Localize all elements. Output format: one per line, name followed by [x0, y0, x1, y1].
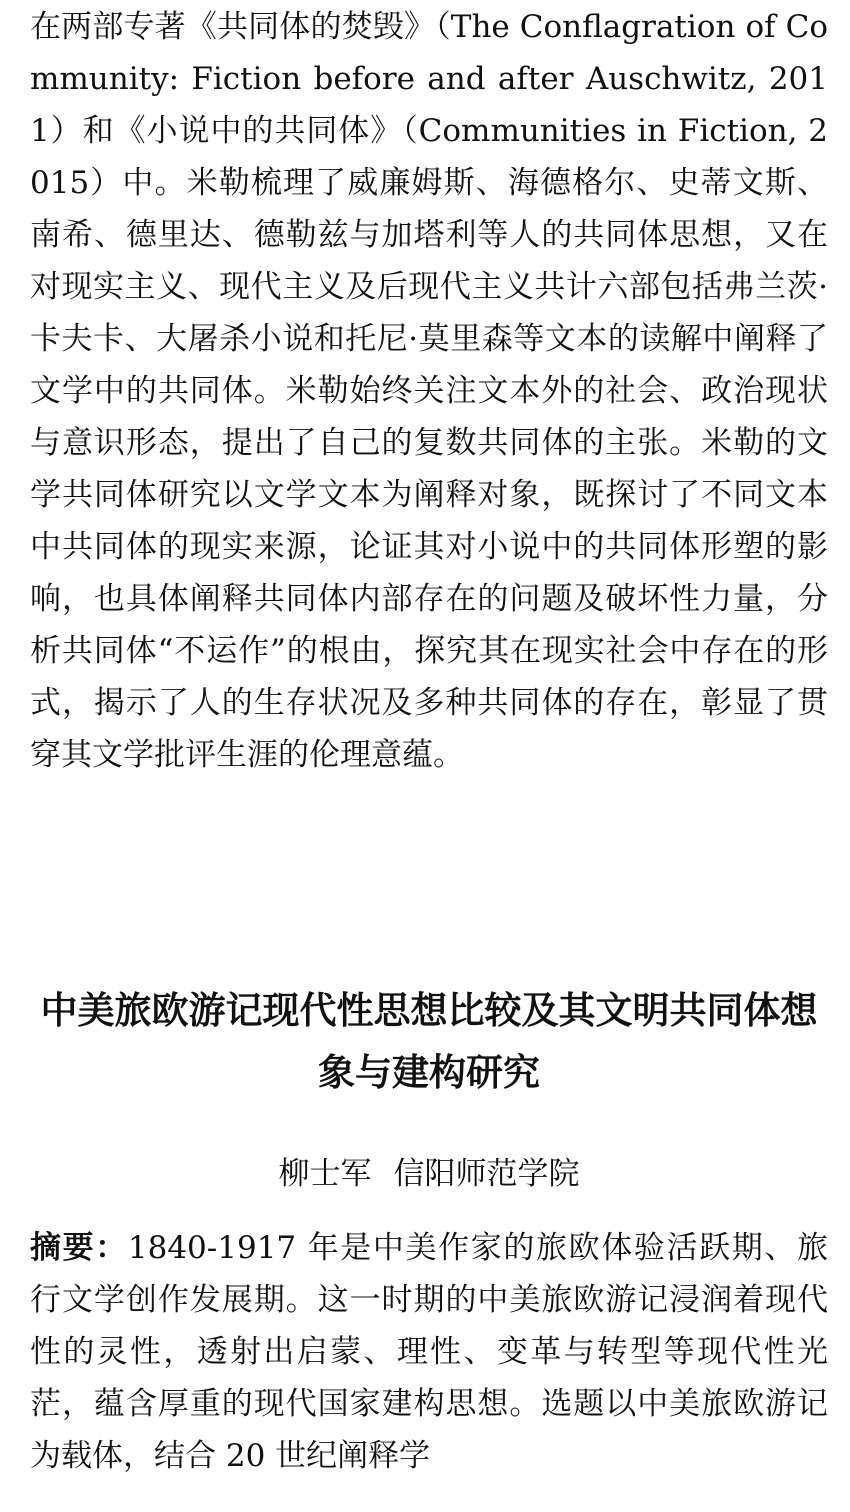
author-name: 柳士军 [278, 1156, 372, 1192]
page [30, 0, 828, 1474]
abstract-text: 1840-1917 年是中美作家的旅欧体验活跃期、旅行文学创作发展期。这一时期的中美旅欧游记浸润着现代性的灵性，透射出启蒙、理性、变革与转型等现代性光茫，蕴含厚重的现代国家建构思想。选题以中美旅欧游记为载体，结合 20 世纪阐释学 [30, 1230, 828, 1474]
author-affiliation: 信阳师范学院 [393, 1156, 580, 1192]
abstract-label: 摘要： [30, 1230, 128, 1266]
abstract-paragraph [30, 1222, 828, 1482]
body-paragraph: 在两部专著《共同体的焚毁》（The Conflagration of Community: Fiction before and after Auschwitz, 2011）和《小说中的共同体》（Communities in Fiction, 2015）中。米勒梳理了威廉姆斯、海德格尔、史蒂文斯、南希、德里达、德勒兹与加塔利等人的共同体思想，又在对现实主义、现代主义及后现代主义共计六部包括弗兰茨·卡夫卡、大屠杀小说和托尼·莫里森等文本的读解中阐释了文学中的共同体。米勒始终关注文本外的社会、政治现状与意识形态，提出了自己的复数共同体的主张。米勒的文学共同体研究以文学文本为阐释对象，既探讨了不同文本中共同体的现实来源，论证其对小说中的共同体形塑的影响，也具体阐释共同体内部存在的问题及破坏性力量，分析共同体“不运作”的根由，探究其在现实社会中存在的形式，揭示了人的生存状况及多种共同体的存在，彰显了贯穿其文学批评生涯的伦理意蕴。 [30, 9, 828, 773]
author-line [30, 1148, 828, 1200]
section-title: 中美旅欧游记现代性思想比较及其文明共同体想象与建构研究 [40, 989, 818, 1094]
